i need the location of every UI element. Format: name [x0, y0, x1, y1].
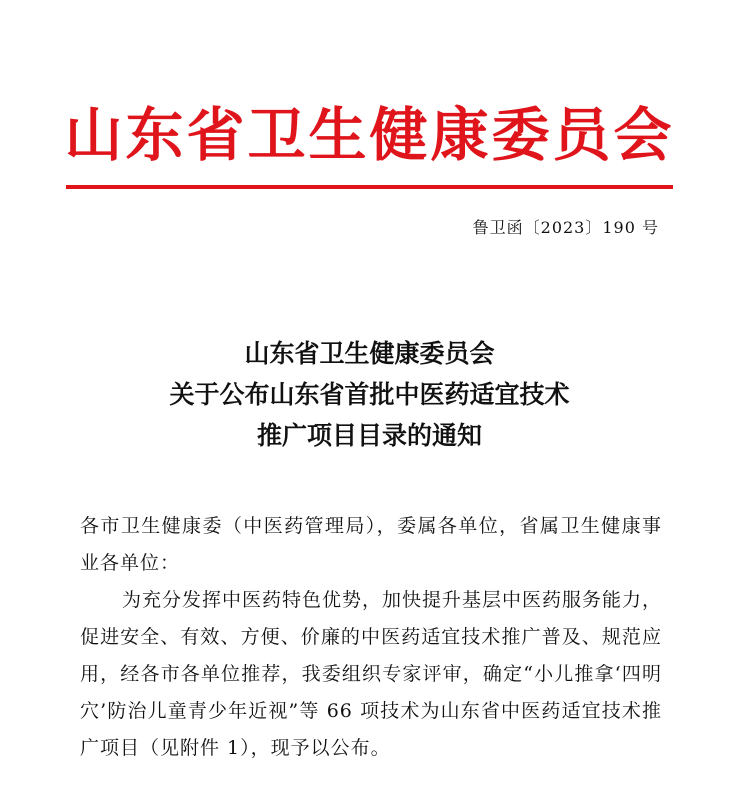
document-number: 鲁卫函〔2023〕190 号: [472, 218, 659, 237]
masthead-title: 山东省卫生健康委员会: [64, 101, 675, 169]
notice-title-line-1: 山东省卫生健康委员会: [244, 339, 495, 368]
notice-title-line-2: 关于公布山东省首批中医药适宜技术: [169, 380, 570, 409]
salutation: 各市卫生健康委（中医药管理局），委属各单位，省属卫生健康事业各单位：: [80, 515, 662, 574]
notice-title-line-3: 推广项目目录的通知: [256, 421, 482, 450]
notice-body: [80, 508, 662, 767]
body-paragraph-1: 为充分发挥中医药特色优势，加快提升基层中医药服务能力，促进安全、有效、方便、价廉的中医药适宜技术推广普及、规范应用，经各市各单位推荐，我委组织专家评审，确定“小儿推拿‘四明穴’防治儿童青少年近视”等 66 项技术为山东省中医药适宜技术推广项目（见附件 1），现予以公布。: [80, 589, 663, 759]
masthead-red-rule: [66, 185, 673, 189]
notice-title: [0, 333, 739, 456]
